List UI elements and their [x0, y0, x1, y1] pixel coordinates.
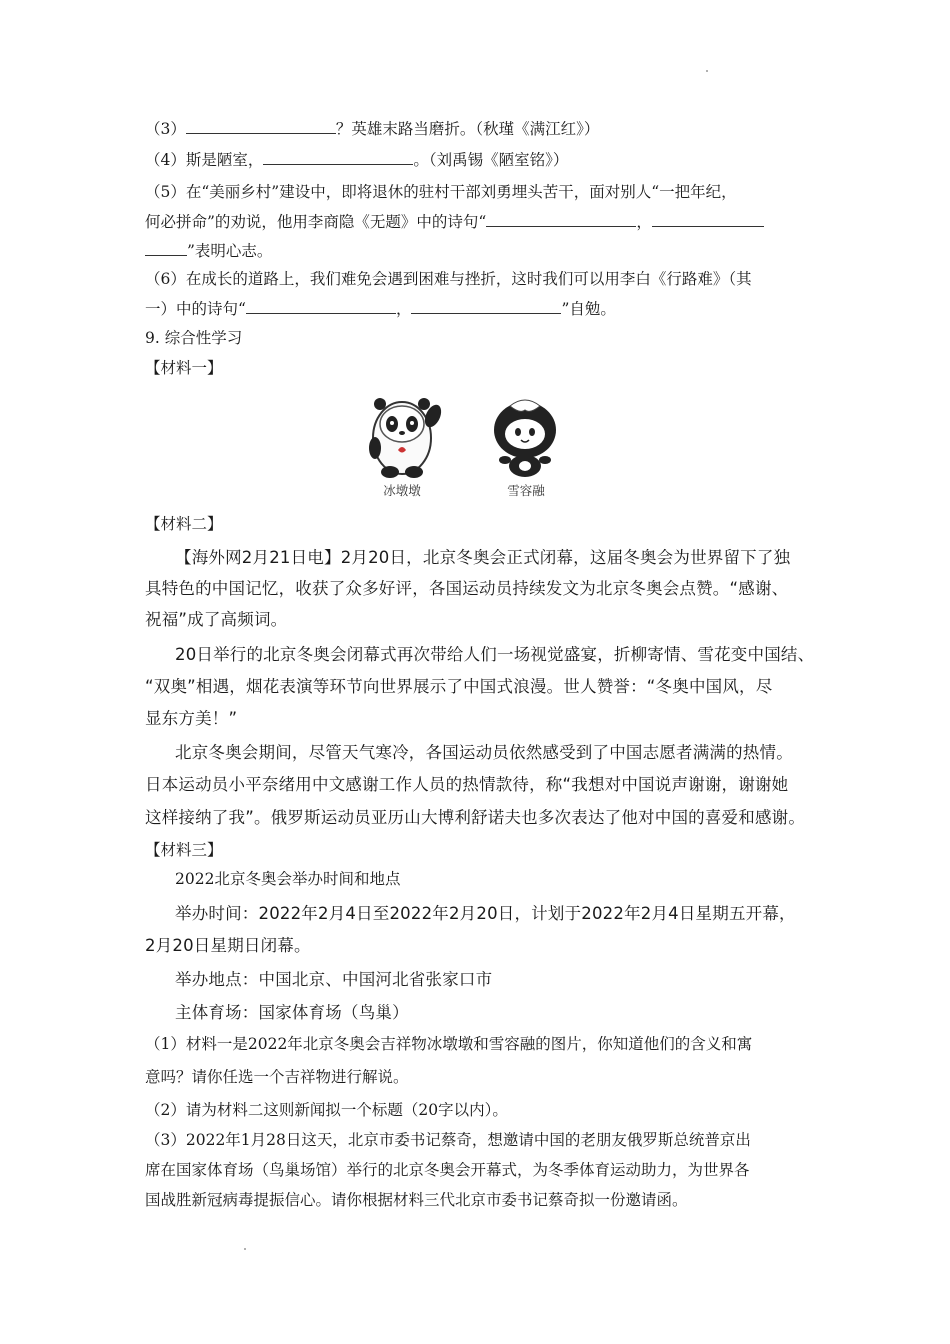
answer-blank-continued[interactable] — [145, 241, 187, 256]
material-1-label: 【材料一】 — [145, 359, 223, 377]
mascots-image — [360, 388, 590, 504]
material-3-time-line: 2月20日星期日闭幕。 — [145, 936, 311, 955]
task-2: （2）请为材料二这则新闻拟一个标题（20字以内）。 — [145, 1101, 508, 1119]
question-5-text: 何必拼命”的劝说，他用李商隐《无题》中的诗句“ — [145, 213, 487, 231]
comma: ， — [395, 300, 412, 318]
question-6-end: ”自勉。 — [561, 300, 616, 318]
question-6-line-2 — [145, 297, 815, 319]
question-5-line-1: （5）在“美丽乡村”建设中，即将退休的驻村干部刘勇埋头苦干，面对别人“一把年纪， — [145, 183, 737, 201]
section-title: 9. 综合性学习 — [145, 329, 243, 347]
material-2-paragraph-line: 这样接纳了我”。俄罗斯运动员亚历山大博利舒诺夫也多次表达了他对中国的喜爱和感谢。 — [145, 808, 806, 827]
question-3 — [145, 117, 815, 139]
material-2-paragraph-line: 祝福”成了高频词。 — [145, 610, 288, 629]
scan-dot — [706, 70, 708, 72]
question-4 — [145, 148, 815, 170]
question-3-number: （3） — [145, 120, 186, 138]
answer-blank[interactable] — [411, 299, 561, 314]
material-2-paragraph-line: “双奥”相遇，烟花表演等环节向世界展示了中国式浪漫。世人赞誉：“冬奥中国风，尽 — [145, 677, 773, 696]
question-5-line-2 — [145, 210, 815, 232]
answer-blank[interactable] — [652, 212, 764, 227]
material-2-paragraph-line: 显东方美！” — [145, 709, 238, 728]
material-2-label: 【材料二】 — [145, 515, 223, 533]
material-3-venue: 主体育场：国家体育场（鸟巢） — [175, 1003, 409, 1022]
material-2-paragraph-line: 20日举行的北京冬奥会闭幕式再次带给人们一场视觉盛宴，折柳寄情、雪花变中国结、 — [175, 645, 815, 664]
material-3-time-line: 举办时间：2022年2月4日至2022年2月20日，计划于2022年2月4日星期五开幕， — [175, 904, 796, 923]
mascot-caption: 雪容融 — [507, 483, 545, 498]
answer-blank[interactable] — [486, 212, 636, 227]
question-4-text-start: （4）斯是陋室， — [145, 151, 264, 169]
material-3-place: 举办地点：中国北京、中国河北省张家口市 — [175, 970, 493, 989]
scan-dot — [244, 1248, 246, 1250]
answer-blank[interactable] — [186, 119, 336, 134]
mascot-caption: 冰墩墩 — [383, 483, 421, 498]
answer-blank[interactable] — [246, 299, 396, 314]
question-3-text: ？英雄末路当磨折。（秋瑾《满江红》） — [335, 120, 600, 138]
material-2-paragraph-line: 日本运动员小平奈绪用中文感谢工作人员的热情款待，称“我想对中国说声谢谢，谢谢她 — [145, 775, 789, 794]
material-3-title: 2022北京冬奥会举办时间和地点 — [175, 870, 401, 888]
task-1-line: 意吗？请你任选一个吉祥物进行解说。 — [145, 1068, 409, 1086]
shuey-rhon-rhon-illustration — [494, 400, 556, 477]
material-2-paragraph-line: 【海外网2月21日电】2月20日，北京冬奥会正式闭幕，这届冬奥会为世界留下了独 — [175, 548, 791, 567]
task-3-line: 席在国家体育场（鸟巢场馆）举行的北京冬奥会开幕式，为冬季体育运动助力，为世界各 — [145, 1161, 750, 1179]
question-6-text: 一）中的诗句“ — [145, 300, 246, 318]
comma: ， — [636, 213, 652, 231]
question-4-text-end: 。（刘禹锡《陋室铭》） — [413, 151, 569, 169]
question-5-end: ”表明心志。 — [187, 242, 273, 260]
material-3-label: 【材料三】 — [145, 841, 223, 859]
bing-dwen-dwen-illustration — [369, 398, 444, 478]
material-2-paragraph-line: 具特色的中国记忆，收获了众多好评，各国运动员持续发文为北京冬奥会点赞。“感谢、 — [145, 579, 789, 598]
task-1-line: （1）材料一是2022年北京冬奥会吉祥物冰墩墩和雪容融的图片，你知道他们的含义和寓 — [145, 1035, 753, 1053]
answer-blank[interactable] — [263, 150, 413, 165]
question-6-line-1: （6）在成长的道路上，我们难免会遇到困难与挫折，这时我们可以用李白《行路难》（其 — [145, 270, 752, 288]
question-5-line-3 — [145, 239, 815, 261]
task-3-line: 国战胜新冠病毒提振信心。请你根据材料三代北京市委书记蔡奇拟一份邀请函。 — [145, 1191, 688, 1209]
material-2-paragraph-line: 北京冬奥会期间，尽管天气寒冷，各国运动员依然感受到了中国志愿者满满的热情。 — [175, 743, 793, 762]
task-3-line: （3）2022年1月28日这天，北京市委书记蔡奇，想邀请中国的老朋友俄罗斯总统普京出 — [145, 1131, 751, 1149]
